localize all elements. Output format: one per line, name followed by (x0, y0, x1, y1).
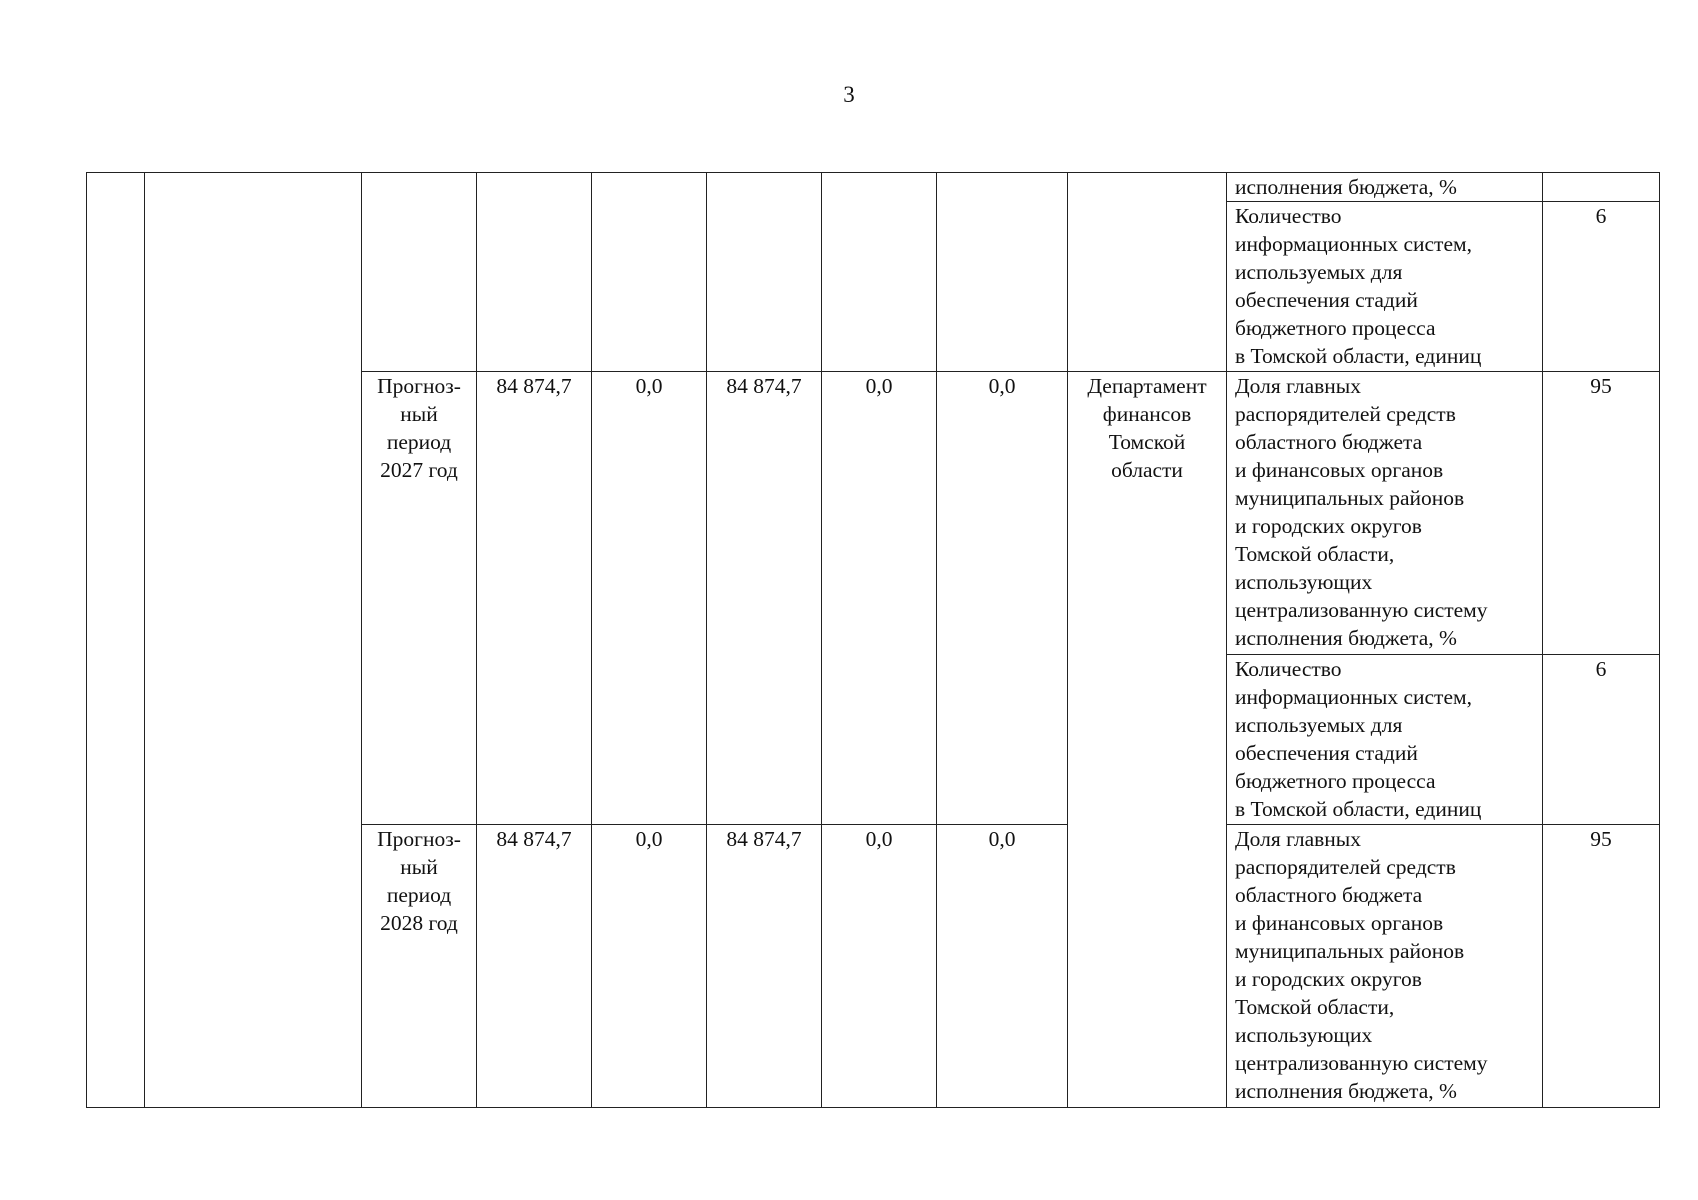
executor-cell (1068, 173, 1227, 372)
indicator-name: исполнения бюджета, % (1227, 173, 1543, 202)
indicator-name: Доля главных распорядителей средств областного бюджета и финансовых органов муниципальных районов и городских округов Томской области, использующих централизованную систему исполнения бюджета, % (1227, 825, 1543, 1108)
indicator-value: 6 (1543, 202, 1660, 372)
other-cell: 0,0 (937, 372, 1068, 825)
indicator-name: Доля главных распорядителей средств областного бюджета и финансовых органов муниципальных районов и городских округов Томской области, использующих централизованную систему исполнения бюджета, % (1227, 372, 1543, 655)
indicator-name: Количество информационных систем, используемых для обеспечения стадий бюджетного процесса в Томской области, единиц (1227, 202, 1543, 372)
indicator-value: 95 (1543, 372, 1660, 655)
period-cell (362, 173, 477, 372)
period-cell: Прогноз- ный период 2027 год (362, 372, 477, 825)
regional-cell: 84 874,7 (707, 825, 822, 1108)
federal-cell: 0,0 (592, 372, 707, 825)
indicator-value (1543, 173, 1660, 202)
other-cell (937, 173, 1068, 372)
name-cell (145, 173, 362, 1108)
budget-table (86, 172, 1660, 1108)
other-cell: 0,0 (937, 825, 1068, 1108)
federal-cell (592, 173, 707, 372)
total-cell: 84 874,7 (477, 825, 592, 1108)
regional-cell (707, 173, 822, 372)
local-cell: 0,0 (822, 372, 937, 825)
table-row (87, 173, 1660, 202)
indicator-name: Количество информационных систем, используемых для обеспечения стадий бюджетного процесса в Томской области, единиц (1227, 655, 1543, 825)
total-cell (477, 173, 592, 372)
local-cell: 0,0 (822, 825, 937, 1108)
indicator-value: 6 (1543, 655, 1660, 825)
indicator-value: 95 (1543, 825, 1660, 1108)
federal-cell: 0,0 (592, 825, 707, 1108)
regional-cell: 84 874,7 (707, 372, 822, 825)
period-cell: Прогноз- ный период 2028 год (362, 825, 477, 1108)
executor-cell: Департамент финансов Томской области (1068, 372, 1227, 1108)
local-cell (822, 173, 937, 372)
page-number: 3 (843, 82, 855, 107)
total-cell: 84 874,7 (477, 372, 592, 825)
number-cell (87, 173, 145, 1108)
